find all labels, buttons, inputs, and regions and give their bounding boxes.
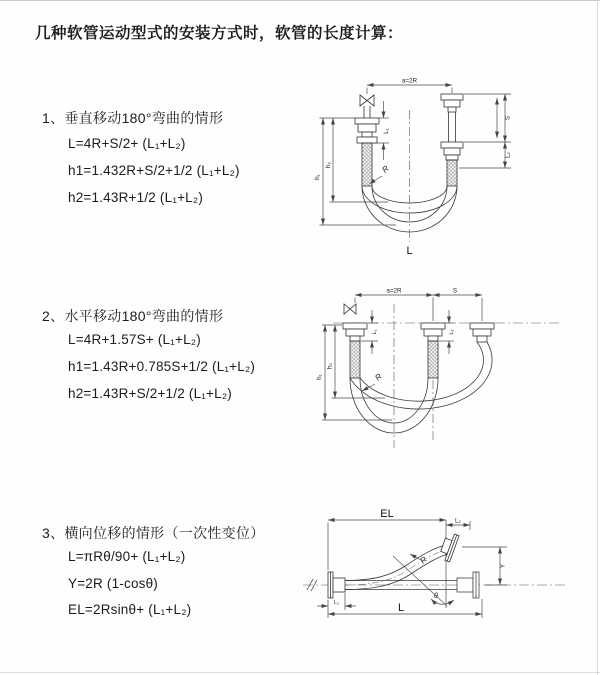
dim-label-l1: L₁	[383, 128, 390, 134]
braided-hose-section	[362, 143, 372, 186]
dim-label-h2: h₂	[325, 162, 332, 168]
section-1-formula-length: L=4R+S/2+ (L₁+L₂)	[68, 136, 186, 151]
left-fitting	[343, 323, 367, 378]
dim-label-l2: L₂	[449, 329, 455, 335]
dimension-lines	[317, 517, 507, 618]
section-3-formula-length: L=πRθ/90+ (L₁+L₂)	[68, 549, 186, 564]
section-3-formula-y: Y=2R (1-cosθ)	[68, 576, 159, 591]
radius-label: R	[418, 554, 429, 566]
tilted-flange	[438, 532, 459, 562]
diagram-lateral-displacement	[295, 498, 595, 653]
dim-label-el: EL	[380, 508, 394, 520]
length-label: L	[406, 245, 413, 257]
dim-label-l2: L₂	[504, 152, 512, 158]
diagram-3-labels	[334, 508, 506, 614]
radius-label: R	[380, 163, 391, 175]
section-1-formula-h1: h1=1.432R+S/2+1/2 (L₁+L₂)	[68, 163, 240, 178]
dim-label-y: Y	[499, 563, 507, 569]
section-2-formula-h1: h1=1.43R+0.785S+1/2 (L₁+L₂)	[68, 359, 256, 374]
section-2-formula-length: L=4R+1.57S+ (L₁+L₂)	[68, 332, 201, 347]
diagram-horizontal-movement-180	[300, 280, 590, 475]
section-1-heading: 1、垂直移动180°弯曲的情形	[42, 110, 224, 126]
right-pipe-fittings	[441, 94, 463, 186]
braided-hose-section	[350, 341, 360, 378]
dim-label-h1: h₁	[316, 374, 323, 380]
dim-label-a2r: a=2R	[401, 77, 418, 85]
dim-label-l1: L₁	[372, 329, 378, 335]
hose-displaced-position	[345, 544, 453, 590]
left-pipe-fitting	[355, 106, 379, 186]
u-bend-hose	[350, 342, 492, 433]
braided-hose-section	[428, 341, 438, 378]
valve-icon	[344, 304, 356, 314]
page-title: 几种软管运动型式的安装方式时，软管的长度计算：	[35, 25, 404, 42]
page-border-bottom	[0, 672, 600, 673]
valve-icon	[360, 95, 374, 106]
page-border-right	[597, 0, 598, 675]
dimension-lines	[320, 85, 512, 225]
middle-fitting-original-position	[421, 323, 445, 378]
page-border-top	[0, 0, 600, 1]
left-flange	[328, 572, 345, 598]
diagram-1-labels	[314, 78, 512, 258]
section-3-formula-el: EL=2Rsinθ+ (L₁+L₂)	[68, 602, 192, 617]
angle-label: θ	[434, 593, 438, 600]
diagram-vertical-movement-180	[300, 70, 590, 260]
dim-label-s: S	[504, 115, 512, 121]
dim-label-a2r: a=2R	[386, 287, 402, 295]
braided-hose-section	[447, 160, 457, 186]
length-label: L	[397, 602, 405, 614]
dim-label-h2: h₂	[326, 363, 334, 369]
right-fitting-moved-position	[470, 323, 494, 342]
section-2-heading: 2、水平移动180°弯曲的情形	[42, 308, 224, 324]
dim-label-l2: L₂	[455, 517, 461, 525]
dim-label-l1: L₁	[334, 600, 339, 606]
section-3-heading: 3、横向位移的情形（一次性变位）	[42, 525, 265, 541]
section-2-formula-h2: h2=1.43R+S/2+1/2 (L₁+L₂)	[68, 386, 232, 401]
section-1-formula-h2: h2=1.43R+1/2 (L₁+L₂)	[68, 190, 204, 205]
radius-label: R	[373, 371, 384, 383]
dim-label-h1: h₁	[314, 174, 321, 180]
dim-label-s: S	[452, 287, 458, 295]
